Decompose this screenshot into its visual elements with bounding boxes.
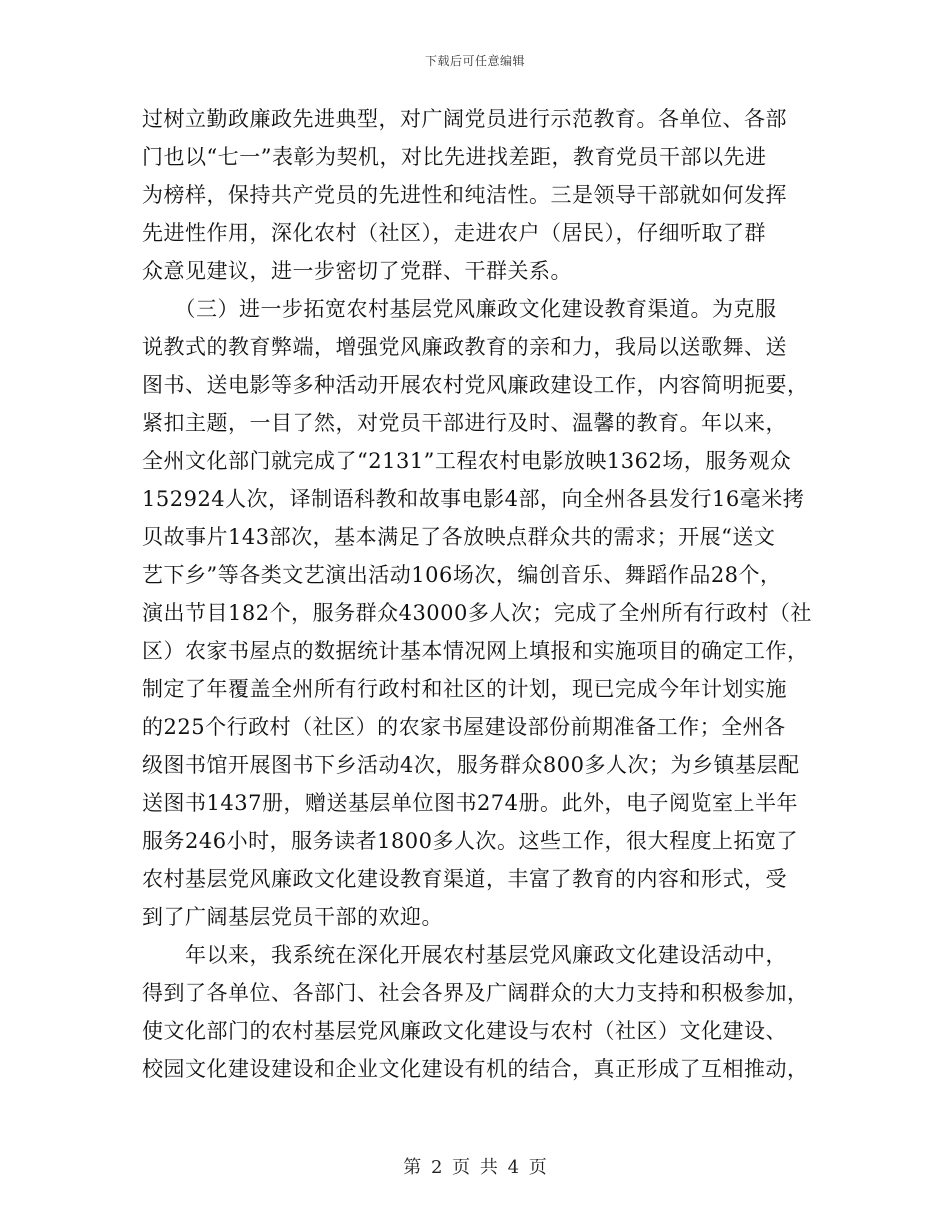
text-line: 制定了年覆盖全州所有行政村和社区的计划，现已完成今年计划实施: [142, 677, 787, 701]
text-line: 使文化部门的农村基层党风廉政文化建设与农村（社区）文化建设、: [142, 1019, 787, 1043]
text-line: 服务246小时，服务读者1800多人次。这些工作，很大程度上拓宽了: [142, 829, 799, 853]
text-line: 为榜样，保持共产党员的先进性和纯洁性。三是领导干部就如何发挥: [142, 183, 787, 207]
text-line: 区）农家书屋点的数据统计基本情况网上填报和实施项目的确定工作，: [142, 639, 809, 663]
text-line: 艺下乡”等各类文艺演出活动106场次，编创音乐、舞蹈作品28个，: [142, 563, 782, 587]
text-line: （三）进一步拓宽农村基层党风廉政文化建设教育渠道。为克服: [142, 297, 777, 321]
text-line: 送图书1437册，赠送基层单位图书274册。此外，电子阅览室上半年: [142, 791, 799, 815]
text-line: 校园文化建设建设和企业文化建设有机的结合，真正形成了互相推动，: [142, 1057, 809, 1081]
page-header: 下载后可任意编辑: [424, 54, 525, 68]
text-line: 级图书馆开展图书下乡活动4次，服务群众800多人次；为乡镇基层配: [142, 753, 800, 777]
text-line: 过树立勤政廉政先进典型，对广阔党员进行示范教育。各单位、各部: [142, 107, 787, 131]
text-line: 说教式的教育弊端，增强党风廉政教育的亲和力，我局以送歌舞、送: [142, 335, 787, 359]
text-line: 贝故事片143部次，基本满足了各放映点群众共的需求；开展“送文: [142, 525, 776, 549]
text-line: 图书、送电影等多种活动开展农村党风廉政建设工作，内容简明扼要，: [142, 373, 809, 397]
footer-total-label: 共: [479, 1157, 498, 1178]
text-line: 152924人次，译制语科教和故事电影4部，向全州各县发行16毫米拷: [142, 487, 805, 511]
text-line: 到了广阔基层党员干部的欢迎。: [142, 905, 443, 929]
text-line: 先进性作用，深化农村（社区），走进农户（居民），仔细听取了群: [142, 221, 766, 245]
footer-page-label: 页: [452, 1157, 471, 1178]
text-line: 年以来，我系统在深化开展农村基层党风廉政文化建设活动中，: [142, 943, 787, 967]
text-line: 众意见建议，进一步密切了党群、干群关系。: [142, 259, 572, 283]
text-line: 得到了各单位、各部门、社会各界及广阔群众的大力支持和积极参加，: [142, 981, 809, 1005]
current-page-number: 2: [430, 1157, 443, 1178]
footer-prefix: 第: [403, 1157, 422, 1178]
text-line: 演出节目182个，服务群众43000多人次；完成了全州所有行政村（社: [142, 601, 812, 625]
total-page-count: 4: [507, 1157, 520, 1178]
page-footer: [0, 1153, 950, 1179]
text-line: 农村基层党风廉政文化建设教育渠道，丰富了教育的内容和形式，受: [142, 867, 787, 891]
footer-suffix: 页: [528, 1157, 547, 1178]
text-line: 紧扣主题，一目了然，对党员干部进行及时、温馨的教育。年以来，: [142, 411, 787, 435]
text-line: 全州文化部门就完成了“2131”工程农村电影放映1362场，服务观众: [142, 449, 792, 473]
text-line: 门也以“七一”表彰为契机，对比先进找差距，教育党员干部以先进: [142, 145, 767, 169]
text-line: 的225个行政村（社区）的农家书屋建设部份前期准备工作；全州各: [142, 715, 786, 739]
